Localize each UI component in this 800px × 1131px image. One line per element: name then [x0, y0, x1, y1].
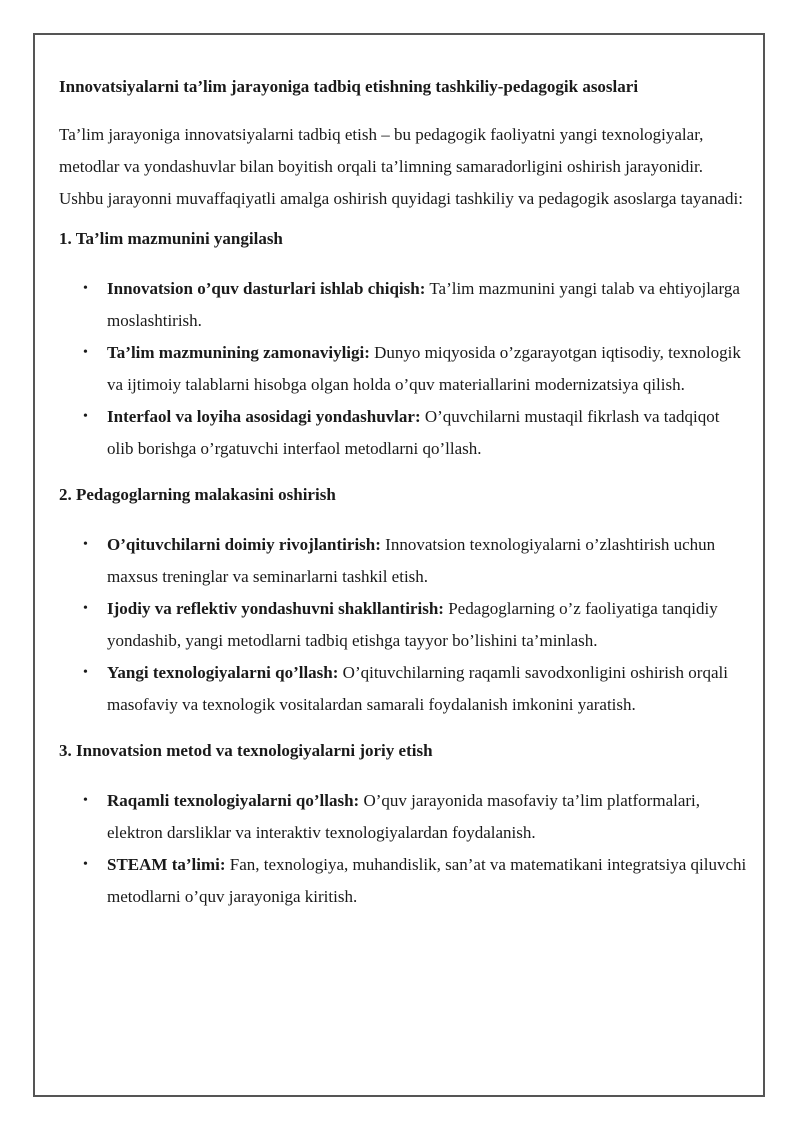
item-term: Innovatsion o’quv dasturlari ishlab chiqish: [107, 279, 426, 298]
list-item [59, 529, 749, 593]
section-list [59, 273, 749, 465]
section-list [59, 785, 749, 913]
bullet-icon: • [83, 601, 88, 616]
item-text: Ta’lim mazmunini yangi talab va ehtiyojlarga moslashtirish. [107, 279, 740, 330]
list-item [59, 273, 749, 337]
item-text: Pedagoglarning o’z faoliyatiga tanqidiy yondashib, yangi metodlarni tadbiq etishga tayyor bo’lishini ta’minlash. [107, 599, 718, 650]
bullet-icon: • [83, 857, 88, 872]
item-term: Interfaol va loyiha asosidagi yondashuvlar: [107, 407, 421, 426]
section-heading: 1. Ta’lim mazmunini yangilash [59, 229, 283, 248]
intro-paragraph: Ta’lim jarayoniga innovatsiyalarni tadbiq etish – bu pedagogik faoliyatni yangi texnologiyalar, metodlar va yondashuvlar bilan boyitish orqali ta’limning samaradorligini oshirish jarayonidir. Ushbu jarayonni muvaffaqiyatli amalga oshirish quyidagi tashkiliy va pedagogik asoslarga tayanadi: [59, 125, 743, 208]
item-term: O’qituvchilarni doimiy rivojlantirish: [107, 535, 381, 554]
list-item [59, 593, 749, 657]
document-body [59, 75, 749, 931]
page-frame [33, 33, 765, 1097]
list-item [59, 657, 749, 721]
item-text: Dunyo miqyosida o’zgarayotgan iqtisodiy, texnologik va ijtimoiy talablarni hisobga olgan holda o’quv materiallarini modernizatsiya qilish. [107, 343, 741, 394]
list-item [59, 785, 749, 849]
item-term: Ijodiy va reflektiv yondashuvni shakllantirish: [107, 599, 444, 618]
item-text: O’qituvchilarning raqamli savodxonligini oshirish orqali masofaviy va texnologik vositalardan samarali foydalanish imkonini yaratish. [107, 663, 728, 714]
bullet-icon: • [83, 793, 88, 808]
bullet-icon: • [83, 409, 88, 424]
item-text: Fan, texnologiya, muhandislik, san’at va matematikani integratsiya qiluvchi metodlarni o’quv jarayoniga kiritish. [107, 855, 747, 906]
item-term: Raqamli texnologiyalarni qo’llash: [107, 791, 360, 810]
section-heading: 2. Pedagoglarning malakasini oshirish [59, 485, 336, 504]
bullet-icon: • [83, 281, 88, 296]
item-term: Ta’lim mazmunining zamonaviyligi: [107, 343, 370, 362]
bullet-icon: • [83, 345, 88, 360]
section-heading: 3. Innovatsion metod va texnologiyalarni joriy etish [59, 741, 433, 760]
list-item [59, 337, 749, 401]
list-item [59, 849, 749, 913]
document-title: Innovatsiyalarni ta’lim jarayoniga tadbiq etishning tashkiliy-pedagogik asoslari [59, 77, 639, 96]
item-text: O’quv jarayonida masofaviy ta’lim platformalari, elektron darsliklar va interaktiv texnologiyalardan foydalanish. [107, 791, 701, 842]
bullet-icon: • [83, 665, 88, 680]
item-term: STEAM ta’limi: [107, 855, 226, 874]
item-text: O’quvchilarni mustaqil fikrlash va tadqiqot olib borishga o’rgatuvchi interfaol metodlarni qo’llash. [107, 407, 720, 458]
item-text: Innovatsion texnologiyalarni o’zlashtirish uchun maxsus treninglar va seminarlarni tashkil etish. [107, 535, 716, 586]
section-list [59, 529, 749, 721]
list-item [59, 401, 749, 465]
bullet-icon: • [83, 537, 88, 552]
item-term: Yangi texnologiyalarni qo’llash: [107, 663, 339, 682]
